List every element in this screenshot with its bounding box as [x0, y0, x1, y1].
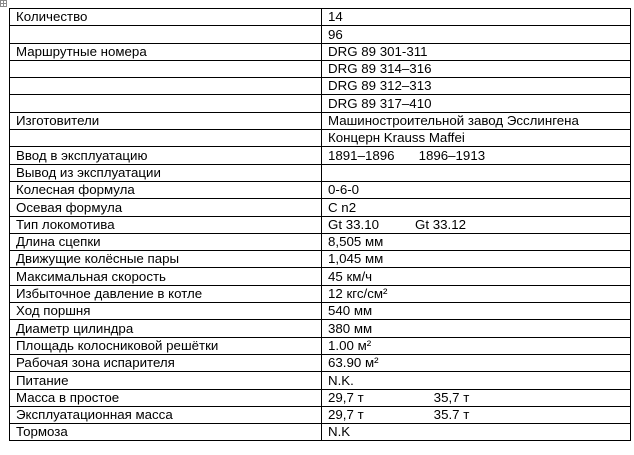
table-row [10, 130, 631, 147]
table-row [10, 233, 631, 250]
row-label[interactable] [10, 95, 322, 112]
row-label[interactable]: Тип локомотива [10, 216, 322, 233]
table-row [10, 199, 631, 216]
table-row [10, 424, 631, 441]
row-label[interactable]: Диаметр цилиндра [10, 320, 322, 337]
row-value[interactable]: N.K [322, 424, 631, 441]
row-label[interactable]: Движущие колёсные пары [10, 251, 322, 268]
row-label[interactable]: Осевая формула [10, 199, 322, 216]
row-label[interactable]: Вывод из эксплуатации [10, 164, 322, 181]
table-row [10, 354, 631, 371]
value-primary: Gt 33.10 [328, 216, 380, 232]
row-value[interactable] [322, 164, 631, 181]
row-value[interactable]: DRG 89 317–410 [322, 95, 631, 112]
row-label[interactable]: Тормоза [10, 424, 322, 441]
table-row [10, 285, 631, 302]
row-value[interactable]: 63.90 м² [322, 354, 631, 371]
row-value[interactable] [322, 147, 631, 164]
row-value[interactable]: 1.00 м² [322, 337, 631, 354]
row-label[interactable]: Длина сцепки [10, 233, 322, 250]
row-value[interactable]: N.K. [322, 372, 631, 389]
table-row [10, 389, 631, 406]
row-value[interactable]: 0-6-0 [322, 181, 631, 198]
row-label[interactable]: Масса в простое [10, 389, 322, 406]
table-row [10, 337, 631, 354]
table-row [10, 303, 631, 320]
value-primary: 1891–1896 [328, 147, 395, 163]
table-row [10, 147, 631, 164]
table-row [10, 26, 631, 43]
row-label[interactable] [10, 78, 322, 95]
row-label[interactable]: Ввод в эксплуатацию [10, 147, 322, 164]
row-label[interactable]: Площадь колосниковой решётки [10, 337, 322, 354]
table-row [10, 268, 631, 285]
row-value[interactable] [322, 216, 631, 233]
row-value[interactable]: DRG 89 314–316 [322, 60, 631, 77]
table-row [10, 95, 631, 112]
value-primary: 29,7 т [328, 389, 364, 405]
row-label[interactable]: Изготовители [10, 112, 322, 129]
row-value[interactable]: 8,505 мм [322, 233, 631, 250]
table-row [10, 251, 631, 268]
value-secondary: 1896–1913 [418, 147, 486, 163]
row-label[interactable]: Колесная формула [10, 181, 322, 198]
value-primary: 29,7 т [328, 407, 364, 423]
row-value[interactable]: 12 кгс/см² [322, 285, 631, 302]
row-value[interactable]: 1,045 мм [322, 251, 631, 268]
row-label[interactable]: Рабочая зона испарителя [10, 354, 322, 371]
row-label[interactable]: Эксплуатационная масса [10, 406, 322, 423]
table-row [10, 372, 631, 389]
table-row [10, 112, 631, 129]
row-value[interactable]: DRG 89 312–313 [322, 78, 631, 95]
table-row [10, 320, 631, 337]
row-label[interactable]: Количество [10, 9, 322, 26]
value-secondary: Gt 33.12 [415, 216, 467, 232]
table-row [10, 164, 631, 181]
row-value[interactable] [322, 389, 631, 406]
row-value[interactable]: DRG 89 301-311 [322, 43, 631, 60]
row-label[interactable]: Ход поршня [10, 303, 322, 320]
row-label[interactable]: Избыточное давление в котле [10, 285, 322, 302]
table-move-handle-icon[interactable] [0, 0, 7, 7]
row-value[interactable] [322, 406, 631, 423]
value-secondary: 35.7 т [433, 407, 470, 423]
table-row [10, 181, 631, 198]
row-value[interactable]: Машиностроительной завод Эсслингена [322, 112, 631, 129]
row-value[interactable]: 96 [322, 26, 631, 43]
row-label[interactable]: Питание [10, 372, 322, 389]
row-label[interactable]: Маршрутные номера [10, 43, 322, 60]
table-row [10, 78, 631, 95]
table-row [10, 216, 631, 233]
row-label[interactable] [10, 60, 322, 77]
row-label[interactable]: Максимальная скорость [10, 268, 322, 285]
table-row [10, 406, 631, 423]
row-label[interactable] [10, 130, 322, 147]
row-value[interactable]: C n2 [322, 199, 631, 216]
table-row [10, 9, 631, 26]
row-value[interactable]: Концерн Krauss Maffei [322, 130, 631, 147]
table-row [10, 60, 631, 77]
row-value[interactable]: 45 км/ч [322, 268, 631, 285]
value-secondary: 35,7 т [433, 389, 470, 405]
row-value[interactable]: 380 мм [322, 320, 631, 337]
table-row [10, 43, 631, 60]
locomotive-spec-table [9, 8, 631, 441]
row-value[interactable]: 14 [322, 9, 631, 26]
row-value[interactable]: 540 мм [322, 303, 631, 320]
row-label[interactable] [10, 26, 322, 43]
